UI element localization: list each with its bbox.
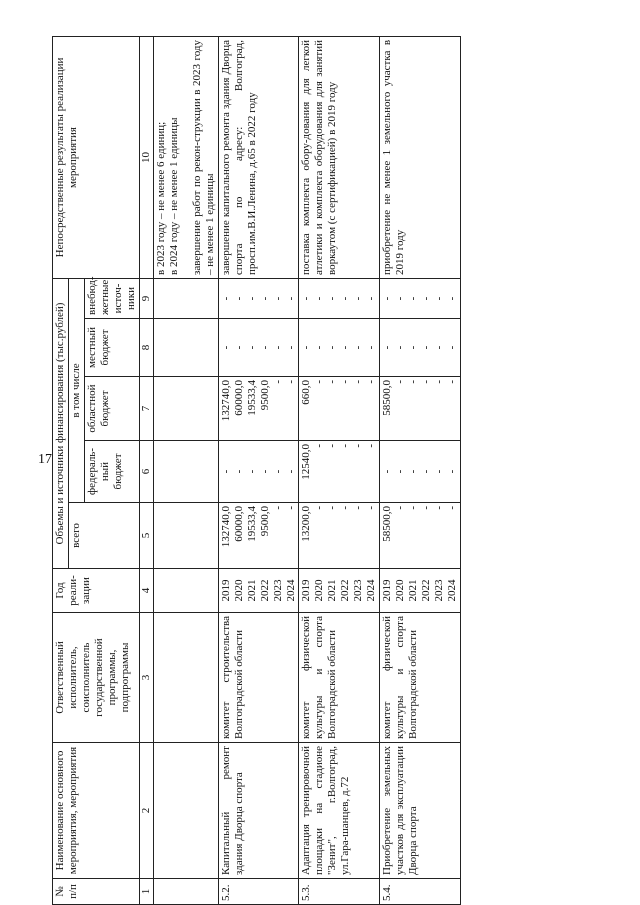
header-local: местный бюджет	[84, 319, 139, 377]
local-values: - - - - - -	[218, 319, 299, 377]
table-row	[380, 36, 461, 904]
result-text: поставка комплекта обору-дования для легкой атлетики и комплекта оборудования для занятий воркаутом (с сертификацией) в 2019 году	[299, 36, 380, 278]
activity-name: Адаптация тренировочной площадки на стадионе "Зенит", г.Волгоград, ул.Гара-шанцев, д.72	[299, 743, 380, 879]
regional-values: 132740,0 60000,0 19533,4 9500,0 - -	[218, 377, 299, 441]
result-reconstruction: завершение работ по рекон-струкции в 2023 году – не менее 1 единицы	[190, 39, 216, 275]
table-row	[299, 36, 380, 904]
result-2024: в 2024 году – не менее 1 единицы	[167, 117, 180, 275]
table-row	[218, 36, 299, 904]
col-number: 8	[139, 319, 153, 377]
header-executor: Ответственный исполнитель, соисполнитель государственной программы, подпрограммы	[53, 613, 140, 743]
total-values: 58500,0 - - - - -	[380, 503, 461, 569]
header-federal: федераль-ный бюджет	[84, 441, 139, 503]
col-number: 4	[139, 569, 153, 613]
executor: комитет строительства Волгоградской области	[218, 613, 299, 743]
result-text: приобретение не менее 1 земельного участка в 2019 году	[380, 36, 461, 278]
activity-name: Приобретение земельных участков для эксплуатации Дворца спорта	[380, 743, 461, 879]
extrabudget-values: - - - - - -	[380, 278, 461, 318]
regional-values: 58500,0 - - - - -	[380, 377, 461, 441]
executor: комитет физической культуры и спорта Волгоградской области	[299, 613, 380, 743]
col-number: 6	[139, 441, 153, 503]
col-number: 1	[139, 879, 153, 905]
col-number: 5	[139, 503, 153, 569]
row-number: 5.2.	[218, 879, 299, 905]
table-row-continuation	[153, 36, 218, 904]
result-2023: в 2023 году – не менее 6 единиц;	[154, 121, 167, 275]
header-extrabudget: внебюд-жетные источ-ники	[84, 278, 139, 318]
col-number: 7	[139, 377, 153, 441]
program-activities-table	[52, 36, 461, 905]
federal-values: - - - - - -	[380, 441, 461, 503]
col-number: 3	[139, 613, 153, 743]
header-year: Год реали-зации	[53, 569, 140, 613]
regional-values: 660,0 - - - - -	[299, 377, 380, 441]
federal-values: - - - - - -	[218, 441, 299, 503]
executor: комитет физической культуры и спорта Волгоградской области	[380, 613, 461, 743]
header-including: в том числе	[68, 278, 84, 502]
header-number: № п/п	[53, 879, 140, 905]
header-regional: областной бюджет	[84, 377, 139, 441]
years: 2019 2020 2021 2022 2023 2024	[299, 569, 380, 613]
page-number: 17	[38, 452, 52, 467]
col-number: 10	[139, 36, 153, 278]
column-numbers-row	[139, 36, 153, 904]
row-number: 5.3.	[299, 879, 380, 905]
rotated-table-wrapper	[52, 37, 602, 905]
federal-values: 12540,0 - - - - -	[299, 441, 380, 503]
header-activity-name: Наименование основного мероприятия, мероприятия	[53, 743, 140, 879]
local-values: - - - - - -	[299, 319, 380, 377]
extrabudget-values: - - - - - -	[218, 278, 299, 318]
total-values: 132740,0 60000,0 19533,4 9500,0 - -	[218, 503, 299, 569]
col-number: 9	[139, 278, 153, 318]
activity-name: Капитальный ремонт здания Дворца спорта	[218, 743, 299, 879]
years: 2019 2020 2021 2022 2023 2024	[218, 569, 299, 613]
extrabudget-values: - - - - - -	[299, 278, 380, 318]
years: 2019 2020 2021 2022 2023 2024	[380, 569, 461, 613]
result-text: завершение капитального ремонта здания Дворца спорта по адресу: Волгоград, просп.им.В.И.Ленина, д.65 в 2022 году	[218, 36, 299, 278]
result-cell	[153, 36, 218, 278]
header-total: всего	[68, 503, 139, 569]
header-results: Непосредственные результаты реализации мероприятия	[53, 36, 140, 278]
total-values: 13200,0 - - - - -	[299, 503, 380, 569]
col-number: 2	[139, 743, 153, 879]
header-funding-group: Объемы и источники финансирования (тыс.рублей)	[53, 278, 69, 568]
local-values: - - - - - -	[380, 319, 461, 377]
row-number: 5.4.	[380, 879, 461, 905]
